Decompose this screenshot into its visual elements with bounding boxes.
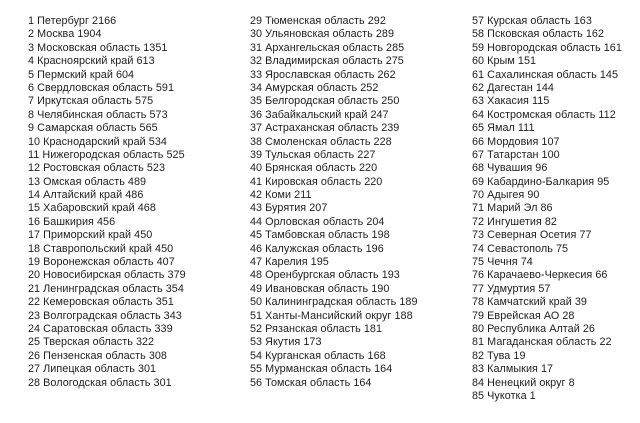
- list-item: 43 Бурятия 207: [250, 202, 328, 215]
- list-item: 77 Удмуртия 57: [472, 282, 551, 295]
- list-item: 53 Якутия 173: [250, 336, 322, 349]
- list-item: 2 Москва 1904: [28, 28, 102, 41]
- list-item: 52 Рязанская область 181: [250, 322, 383, 335]
- list-item: 49 Ивановская область 190: [250, 282, 390, 295]
- list-item: 63 Хакасия 115: [472, 95, 550, 108]
- list-item: 60 Крым 151: [472, 55, 537, 68]
- list-item: 15 Хабаровский край 468: [28, 202, 156, 215]
- list-item: 62 Дагестан 144: [472, 81, 554, 94]
- list-item: 80 Республика Алтай 26: [472, 322, 595, 335]
- list-item: 22 Кемеровская область 351: [28, 296, 174, 309]
- list-item: 51 Ханты-Мансийский округ 188: [250, 309, 413, 322]
- ranking-column-2: [250, 15, 418, 390]
- list-item: 45 Тамбовская область 198: [250, 229, 390, 242]
- list-item: 19 Воронежская область 407: [28, 256, 175, 269]
- list-item: 39 Тульская область 227: [250, 148, 376, 161]
- list-item: 27 Липецкая область 301: [28, 363, 157, 376]
- list-item: 32 Владимирская область 275: [250, 55, 404, 68]
- list-item: 9 Самарская область 565: [28, 122, 158, 135]
- list-item: 67 Татарстан 100: [472, 148, 560, 161]
- list-item: 4 Красноярский край 613: [28, 55, 155, 68]
- list-item: 47 Карелия 195: [250, 256, 329, 269]
- list-item: 85 Чукотка 1: [472, 389, 536, 402]
- list-item: 3 Московская область 1351: [28, 41, 168, 54]
- list-item: 65 Ямал 111: [472, 122, 535, 135]
- list-item: 46 Калужская область 196: [250, 242, 384, 255]
- list-item: 33 Ярославская область 262: [250, 68, 396, 81]
- list-item: 73 Северная Осетия 77: [472, 229, 592, 242]
- list-item: 25 Тверская область 322: [28, 336, 155, 349]
- list-item: 57 Курская область 163: [472, 15, 592, 27]
- list-item: 36 Забайкальский край 247: [250, 108, 389, 121]
- list-item: 30 Ульяновская область 289: [250, 28, 394, 41]
- list-item: 28 Вологодская область 301: [28, 376, 172, 389]
- list-item: 69 Кабардино-Балкария 95: [472, 175, 610, 188]
- list-item: 78 Камчатский край 39: [472, 296, 587, 309]
- list-item: 66 Мордовия 107: [472, 135, 560, 148]
- list-item: 82 Тува 19: [472, 349, 526, 362]
- list-item: 71 Марий Эл 86: [472, 202, 553, 215]
- list-item: 20 Новосибирская область 379: [28, 269, 186, 282]
- ranking-column-1: [28, 15, 186, 390]
- list-item: 56 Томская область 164: [250, 376, 372, 389]
- list-item: 18 Ставропольский край 450: [28, 242, 174, 255]
- list-item: 37 Астраханская область 239: [250, 122, 400, 135]
- list-item: 14 Алтайский край 486: [28, 189, 144, 202]
- list-item: 16 Башкирия 456: [28, 215, 116, 228]
- list-item: 79 Еврейская АО 28: [472, 309, 575, 322]
- list-item: 76 Карачаево-Черкесия 66: [472, 269, 608, 282]
- list-item: 55 Мурманская область 164: [250, 363, 393, 376]
- list-item: 74 Севастополь 75: [472, 242, 569, 255]
- list-item: 72 Ингушетия 82: [472, 215, 557, 228]
- list-item: 58 Псковская область 162: [472, 28, 605, 41]
- list-item: 75 Чечня 74: [472, 256, 533, 269]
- list-item: 40 Брянская область 220: [250, 162, 378, 175]
- list-item: 7 Иркутская область 575: [28, 95, 154, 108]
- list-item: 12 Ростовская область 523: [28, 162, 166, 175]
- list-item: 84 Ненецкий округ 8: [472, 376, 575, 389]
- list-item: 42 Коми 211: [250, 189, 312, 202]
- list-item: 10 Краснодарский край 534: [28, 135, 167, 148]
- list-item: 29 Тюменская область 292: [250, 15, 386, 27]
- list-item: 81 Магаданская область 22: [472, 336, 612, 349]
- list-item: 5 Пермский край 604: [28, 68, 135, 81]
- ranking-column-3: [472, 15, 622, 403]
- list-item: 24 Саратовская область 339: [28, 322, 173, 335]
- list-item: 6 Свердловская область 591: [28, 81, 175, 94]
- list-item: 59 Новгородская область 161: [472, 41, 622, 54]
- list-item: 50 Калининградская область 189: [250, 296, 418, 309]
- list-item: 68 Чувашия 96: [472, 162, 548, 175]
- list-item: 26 Пензенская область 308: [28, 349, 167, 362]
- list-item: 13 Омская область 489: [28, 175, 147, 188]
- list-item: 83 Калмыкия 17: [472, 363, 554, 376]
- list-item: 31 Архангельская область 285: [250, 41, 405, 54]
- list-item: 44 Орловская область 204: [250, 215, 385, 228]
- list-item: 64 Костромская область 112: [472, 108, 616, 121]
- list-item: 23 Волгоградская область 343: [28, 309, 182, 322]
- list-item: 11 Нижегородская область 525: [28, 148, 185, 161]
- list-item: 38 Смоленская область 228: [250, 135, 392, 148]
- list-item: 41 Кировская область 220: [250, 175, 383, 188]
- list-item: 17 Приморский край 450: [28, 229, 153, 242]
- list-item: 21 Ленинградская область 354: [28, 282, 184, 295]
- list-item: 61 Сахалинская область 145: [472, 68, 619, 81]
- list-item: 54 Курганская область 168: [250, 349, 386, 362]
- list-item: 8 Челябинская область 573: [28, 108, 168, 121]
- list-item: 48 Оренбургская область 193: [250, 269, 400, 282]
- list-item: 1 Петербург 2166: [28, 15, 117, 27]
- list-item: 70 Адыгея 90: [472, 189, 540, 202]
- list-item: 35 Белгородская область 250: [250, 95, 400, 108]
- list-item: 34 Амурская область 252: [250, 81, 379, 94]
